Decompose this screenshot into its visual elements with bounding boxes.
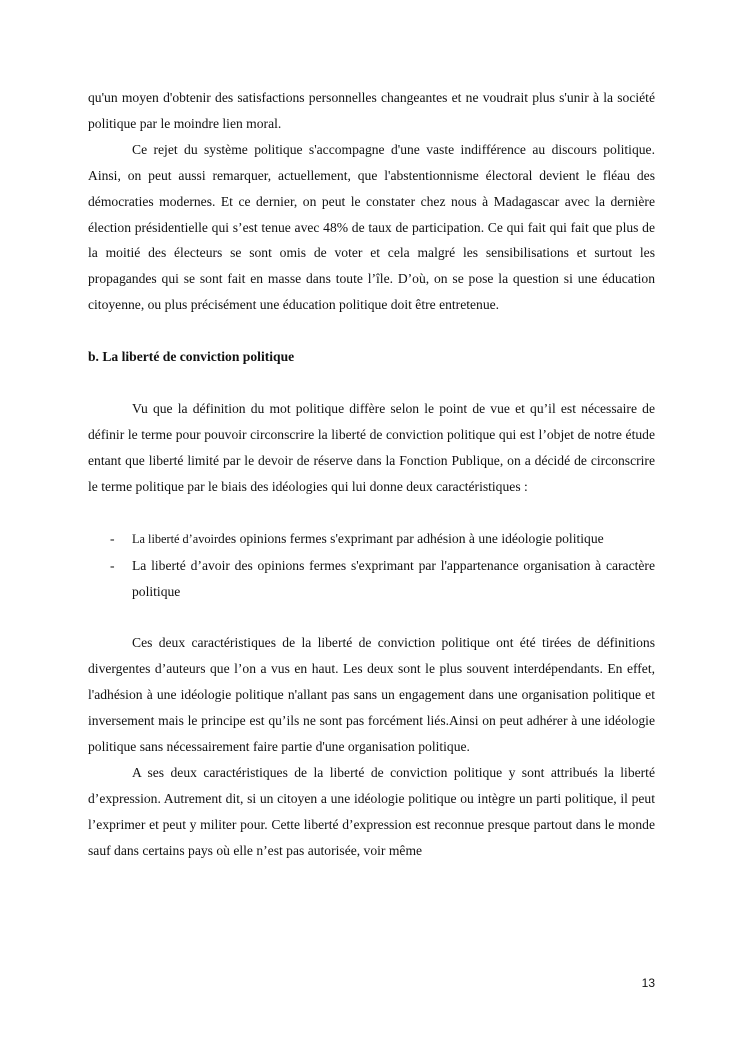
list-item [88, 553, 655, 605]
paragraph-definition: Vu que la définition du mot politique diffère selon le point de vue et qu’il est nécessaire de définir le terme pour pouvoir circonscrire la liberté de conviction politique qui est l’objet de notre étude entant que liberté limité par le devoir de réserve dans la Fonction Publique, on a décidé de circonscrire le terme politique par le biais des idéologies qui lui donne deux caractéristiques : [88, 401, 655, 494]
spacer [88, 500, 655, 526]
characteristics-list [88, 526, 655, 605]
paragraph-characteristics: Ces deux caractéristiques de la liberté de conviction politique ont été tirées de définitions divergentes d’auteurs que l’on a vus en haut. Les deux sont le plus souvent interdépendants. En effet, l'adhésion à une idéologie politique n'allant pas sans un engagement dans une organisation politique et inversement mais le principe est qu’ils ne sont pas forcément liés.Ainsi on peut adhérer à une idéologie politique sans nécessairement faire partie d'une organisation politique. [88, 635, 655, 755]
bullet-dash: - [110, 530, 115, 546]
spacer [88, 370, 655, 396]
list-item-lead: La liberté d’avoir [132, 531, 219, 546]
list-item-text: La liberté d’avoir des opinions fermes s'exprimant par l'appartenance organisation à caractère politique [132, 557, 655, 599]
page-number: 13 [641, 976, 655, 990]
spacer [88, 604, 655, 630]
paragraph-political-rejection: Ce rejet du système politique s'accompagne d'une vaste indifférence au discours politique. Ainsi, on peut aussi remarquer, actuellement, que l'abstentionnisme électoral devient le fléau des démocraties modernes. Et ce dernier, on peut le constater chez nous à Madagascar avec la dernière élection présidentielle qui s’est tenue avec 48% de taux de participation. Ce qui fait qui fait que plus de la moitié des électeurs se sont omis de voter et cela malgré les sensibilisations et surtout les propagandes qui se sont fait en masse dans toute l’île. D’où, on se pose la question si une éducation citoyenne, ou plus précisément une éducation politique doit être entretenue. [88, 141, 655, 313]
section-heading: b. La liberté de conviction politique [88, 349, 295, 365]
list-item [88, 526, 655, 553]
list-item-text: des opinions fermes s'exprimant par adhésion à une idéologie politique [218, 530, 604, 546]
paragraph-expression: A ses deux caractéristiques de la liberté de conviction politique y sont attribués la liberté d’expression. Autrement dit, si un citoyen a une idéologie politique ou intègre un parti politique, il peut l’exprimer et peut y militer pour. Cette liberté d’expression est reconnue presque partout dans le monde sauf dans certains pays où elle n’est pas autorisée, voir même [88, 764, 655, 858]
page-body [88, 85, 655, 864]
bullet-dash: - [110, 557, 115, 573]
paragraph-continuation: qu'un moyen d'obtenir des satisfactions personnelles changeantes et ne voudrait plus s'unir à la société politique par le moindre lien moral. [88, 90, 655, 131]
spacer [88, 318, 655, 344]
